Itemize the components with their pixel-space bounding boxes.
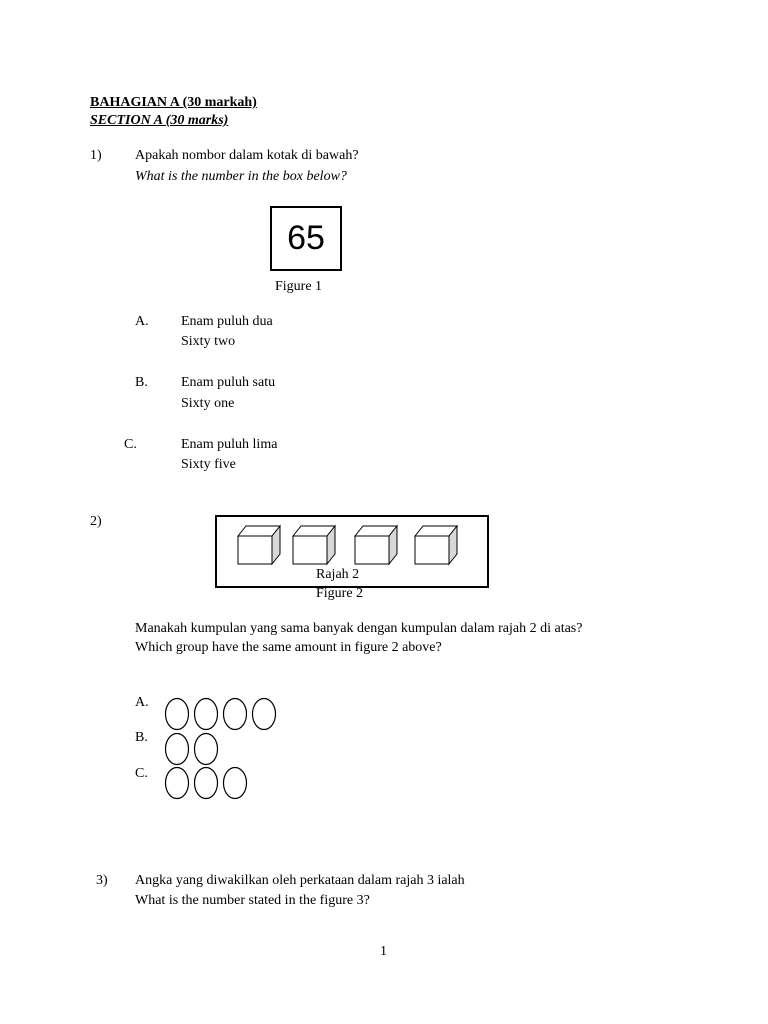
q3-number: 3): [96, 873, 108, 888]
option-circle: [195, 768, 218, 799]
q2-question-en: Which group have the same amount in figure 2 above?: [135, 640, 442, 655]
section-title-en: SECTION A (30 marks): [90, 113, 229, 128]
q2-option-a-circles: [162, 696, 292, 732]
q1-option-a-en: Sixty two: [181, 334, 236, 349]
cube: [355, 526, 397, 564]
page-number: 1: [380, 944, 387, 959]
option-circle: [224, 768, 247, 799]
q1-question-en: What is the number in the box below?: [135, 169, 347, 184]
q3-question-en: What is the number stated in the figure 3?: [135, 893, 370, 908]
option-circle: [166, 768, 189, 799]
option-circle: [224, 699, 247, 730]
option-circle: [195, 699, 218, 730]
q2-number: 2): [90, 514, 102, 529]
cube: [415, 526, 457, 564]
q2-figure-caption-en: Figure 2: [316, 586, 364, 601]
q2-option-a-letter: A.: [135, 695, 149, 710]
cube: [238, 526, 280, 564]
q2-option-c-letter: C.: [135, 766, 148, 781]
option-circle: [166, 734, 189, 765]
q1-option-c-ms: Enam puluh lima: [181, 437, 278, 452]
q1-figure-caption: Figure 1: [275, 279, 323, 294]
option-circle: [166, 699, 189, 730]
q2-option-c-circles: [162, 765, 292, 801]
q1-option-a-ms: Enam puluh dua: [181, 314, 273, 329]
option-circle: [253, 699, 276, 730]
q2-option-b-circles: [162, 731, 292, 767]
q1-option-c-en: Sixty five: [181, 457, 236, 472]
q1-option-b-en: Sixty one: [181, 396, 235, 411]
q2-question-ms: Manakah kumpulan yang sama banyak dengan kumpulan dalam rajah 2 di atas?: [135, 621, 583, 636]
q1-number: 1): [90, 148, 102, 163]
q1-number-box: [270, 206, 342, 271]
cube: [293, 526, 335, 564]
q1-option-b-letter: B.: [135, 375, 148, 390]
q1-option-a-letter: A.: [135, 314, 149, 329]
q2-cubes-figure: [230, 520, 490, 570]
q1-option-c-letter: C.: [124, 437, 137, 452]
q2-figure-caption-ms: Rajah 2: [316, 567, 360, 582]
q2-option-b-letter: B.: [135, 730, 148, 745]
section-title-ms: BAHAGIAN A (30 markah): [90, 95, 257, 110]
q1-option-b-ms: Enam puluh satu: [181, 375, 276, 390]
q1-box-value: 65: [287, 219, 325, 257]
option-circle: [195, 734, 218, 765]
q1-question-ms: Apakah nombor dalam kotak di bawah?: [135, 148, 359, 163]
q3-question-ms: Angka yang diwakilkan oleh perkataan dalam rajah 3 ialah: [135, 873, 465, 888]
